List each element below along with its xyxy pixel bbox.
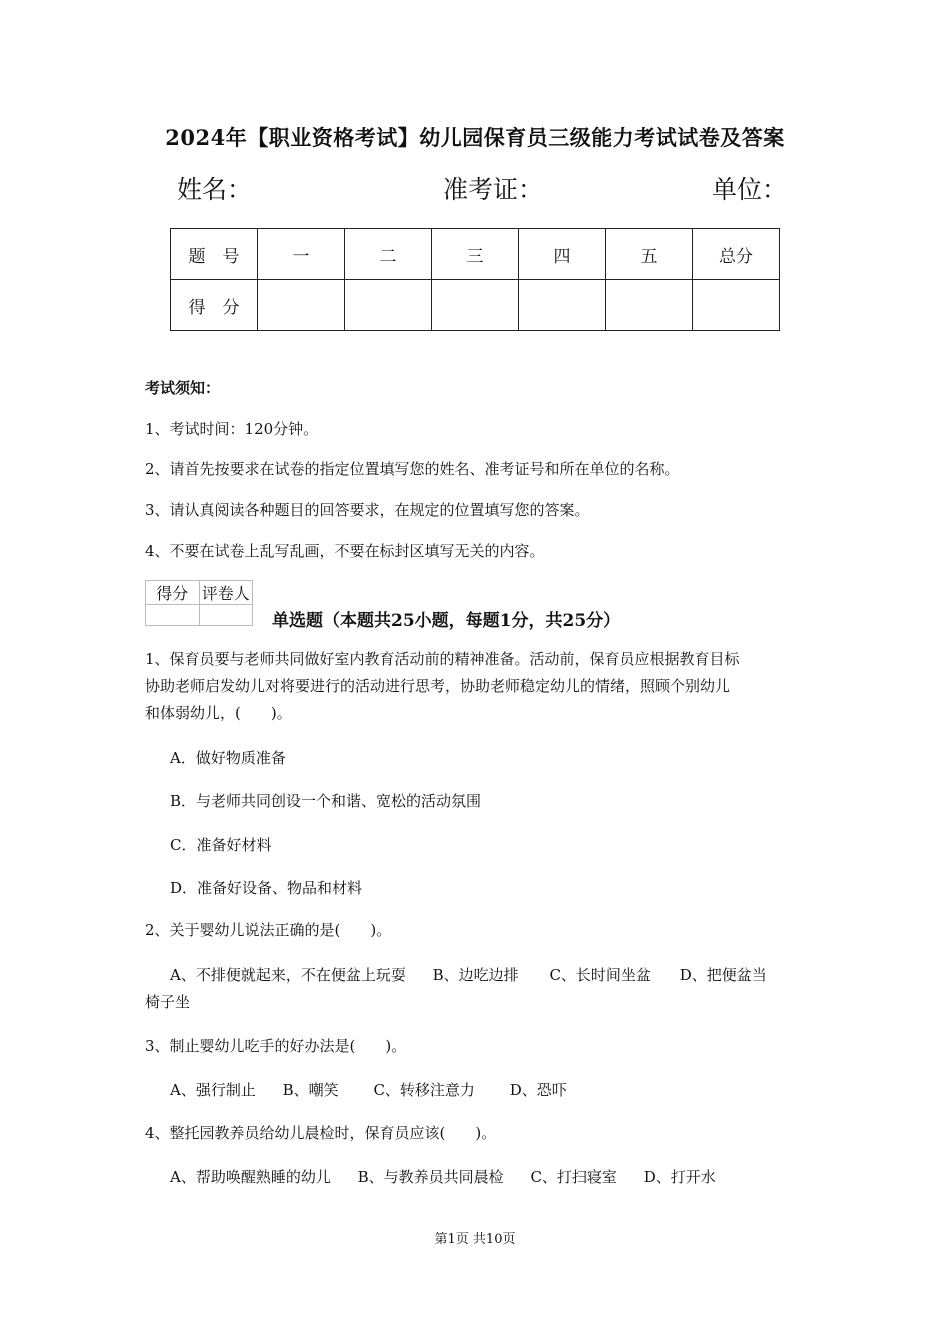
question-1-line: 1、保育员要与老师共同做好室内教育活动前的精神准备。活动前，保育员应根据教育目标 [145, 650, 740, 668]
score-row-label: 得 分 [171, 280, 258, 331]
question-1-line: 协助老师启发幼儿对将要进行的活动进行思考，协助老师稳定幼儿的情绪，照顾个别幼儿 [145, 677, 731, 695]
name-field-label: 姓名： [177, 175, 253, 204]
grader-score-cell[interactable] [146, 605, 200, 626]
question-1 [145, 646, 810, 727]
question-2-option-c[interactable]: C、长时间坐盆 [549, 966, 651, 984]
exam-id-field-label: 准考证： [443, 175, 544, 204]
header-cell-5: 五 [606, 229, 693, 280]
question-1-option-c[interactable]: C．准备好材料 [170, 836, 272, 854]
score-table-header-row [171, 229, 780, 280]
question-4-option-b[interactable]: B、与教养员共同晨检 [357, 1168, 504, 1186]
header-cell-3: 三 [432, 229, 519, 280]
note-item: 3、请认真阅读各种题目的回答要求，在规定的位置填写您的答案。 [145, 501, 590, 519]
score-cell-2[interactable] [345, 280, 432, 331]
grader-name-label: 评卷人 [199, 581, 253, 605]
header-cell-2: 二 [345, 229, 432, 280]
question-2-option-a[interactable]: A、不排便就起来，不在便盆上玩耍 [170, 966, 406, 984]
question-3-option-a[interactable]: A、强行制止 [170, 1081, 256, 1099]
question-4-option-c[interactable]: C、打扫寝室 [530, 1168, 617, 1186]
score-cell-4[interactable] [519, 280, 606, 331]
question-1-option-a[interactable]: A．做好物质准备 [170, 749, 286, 767]
question-3-option-c[interactable]: C、转移注意力 [373, 1081, 475, 1099]
question-4-option-d[interactable]: D、打开水 [643, 1168, 716, 1186]
score-cell-1[interactable] [258, 280, 345, 331]
document-title: 2024年【职业资格考试】幼儿园保育员三级能力考试试卷及答案 [165, 125, 785, 150]
note-item: 2、请首先按要求在试卷的指定位置填写您的姓名、准考证号和所在单位的名称。 [145, 460, 680, 478]
score-cell-total[interactable] [693, 280, 780, 331]
question-4-options [170, 1166, 716, 1187]
question-2-stem: 2、关于婴幼儿说法正确的是( )。 [145, 921, 392, 939]
question-3-option-b[interactable]: B、嘲笑 [282, 1081, 339, 1099]
question-4-option-a[interactable]: A、帮助唤醒熟睡的幼儿 [170, 1168, 331, 1186]
question-3-stem: 3、制止婴幼儿吃手的好办法是( )。 [145, 1037, 407, 1055]
question-1-option-b[interactable]: B．与老师共同创设一个和谐、宽松的活动氛围 [170, 792, 482, 810]
score-table [170, 228, 780, 331]
section-title: 单选题（本题共25小题，每题1分，共25分） [272, 611, 621, 631]
notes-heading: 考试须知： [145, 379, 221, 397]
score-table-score-row [171, 280, 780, 331]
note-item: 1、考试时间：120分钟。 [145, 420, 319, 438]
question-2-options [170, 964, 767, 985]
question-3-options [170, 1079, 567, 1100]
question-2-option-d[interactable]: D、把便盆当 [679, 966, 767, 984]
grader-box [145, 580, 253, 626]
question-2-option-b[interactable]: B、边吃边排 [432, 966, 519, 984]
score-cell-3[interactable] [432, 280, 519, 331]
header-cell-1: 一 [258, 229, 345, 280]
question-3-option-d[interactable]: D、恐吓 [509, 1081, 567, 1099]
unit-field-label: 单位： [712, 175, 788, 204]
header-cell-4: 四 [519, 229, 606, 280]
score-cell-5[interactable] [606, 280, 693, 331]
note-item: 4、不要在试卷上乱写乱画，不要在标封区填写无关的内容。 [145, 542, 545, 560]
grader-score-label: 得分 [146, 581, 200, 605]
question-1-line: 和体弱幼儿，( )。 [145, 704, 292, 722]
header-cell-question-no: 题 号 [171, 229, 258, 280]
question-4-stem: 4、整托园教养员给幼儿晨检时，保育员应该( )。 [145, 1124, 497, 1142]
header-cell-total: 总分 [693, 229, 780, 280]
page-footer: 第1页 共10页 [434, 1232, 516, 1247]
question-2-option-d-continued: 椅子坐 [145, 993, 191, 1011]
grader-name-cell[interactable] [199, 605, 253, 626]
question-1-option-d[interactable]: D．准备好设备、物品和材料 [170, 879, 363, 897]
